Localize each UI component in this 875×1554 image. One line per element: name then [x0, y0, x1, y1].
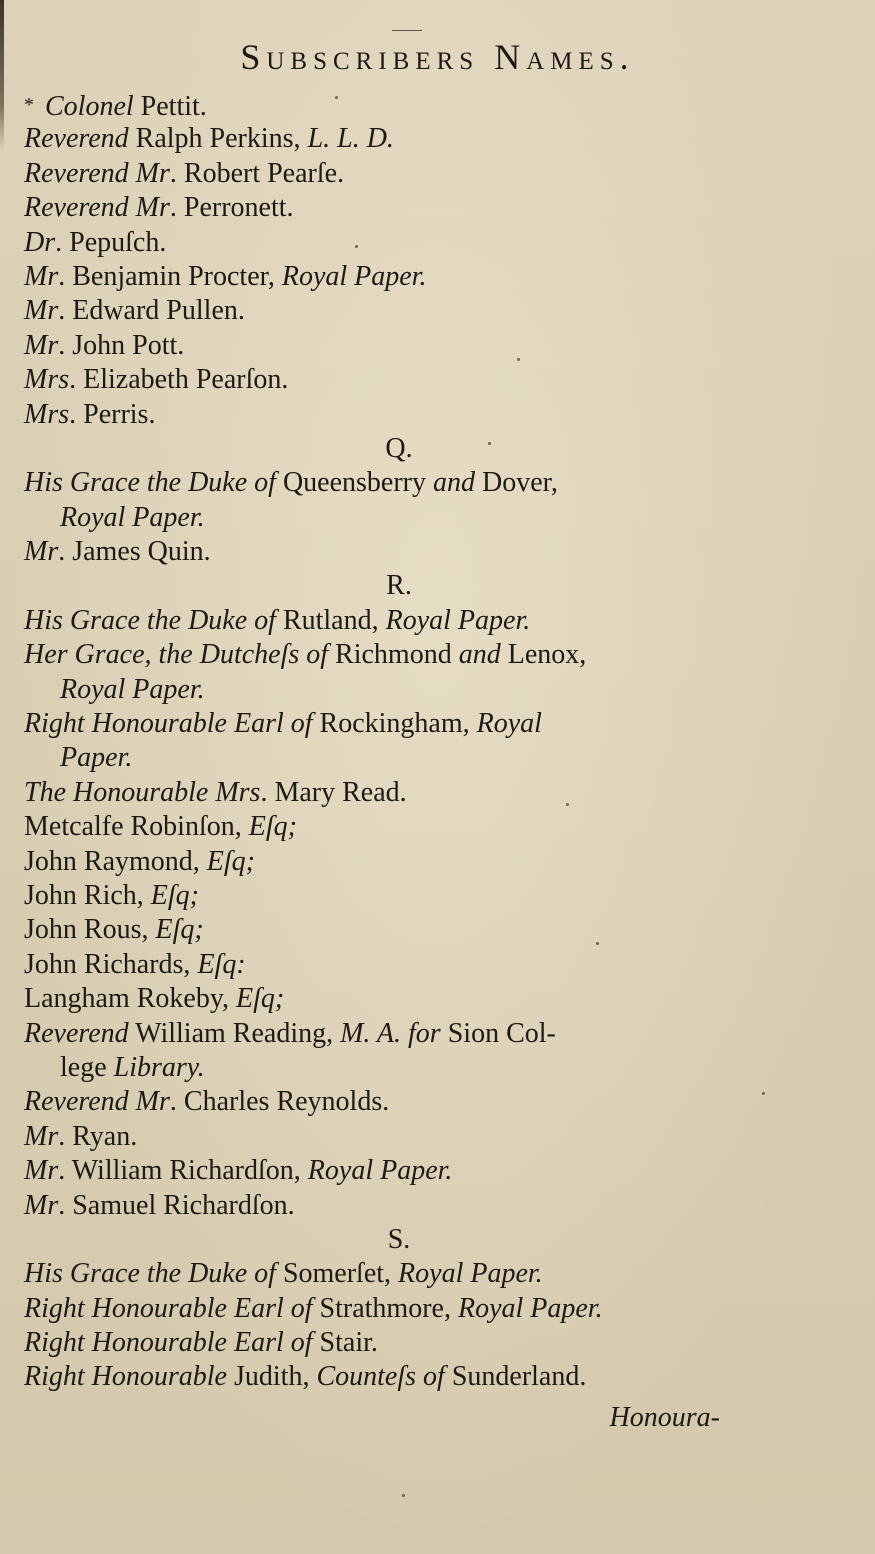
roman-text: Rutland, — [275, 604, 386, 636]
subscriber-entry — [24, 638, 724, 672]
paper-speck — [762, 1092, 765, 1095]
italic-text: His Grace the Duke of — [24, 1258, 276, 1290]
italic-text: M. A. for — [340, 1017, 441, 1049]
subscriber-entry — [24, 1189, 724, 1223]
italic-text: Royal Paper. — [60, 673, 205, 705]
entry-continuation — [24, 741, 724, 775]
roman-text: John Rous, — [24, 914, 156, 946]
roman-text: Rockingham, — [312, 708, 477, 740]
roman-text: . Benjamin Procter, — [58, 260, 282, 292]
entry-continuation — [24, 501, 724, 535]
subscriber-entry — [24, 1085, 724, 1119]
italic-text: and — [433, 467, 475, 499]
italic-text: Royal Paper. — [281, 260, 427, 292]
italic-text: Reverend Mr — [24, 192, 170, 224]
entry-continuation — [24, 1051, 724, 1085]
italic-text: Eſq; — [248, 811, 297, 843]
roman-text: Ralph Perkins, — [128, 123, 308, 155]
italic-text: Royal Paper. — [385, 604, 531, 636]
italic-text: Royal Paper. — [307, 1155, 453, 1187]
roman-text: Metcalfe Robinſon, — [24, 811, 249, 843]
subscriber-entry — [24, 1120, 724, 1154]
subscriber-entry — [24, 466, 724, 500]
italic-text: Eſq; — [236, 983, 285, 1015]
subscriber-entry — [24, 1292, 724, 1326]
italic-text: The Honourable Mrs — [24, 776, 261, 808]
roman-text: . William Richardſon, — [58, 1155, 308, 1187]
italic-text: Royal Paper. — [60, 501, 205, 533]
subscriber-entry — [24, 191, 724, 225]
paper-speck — [335, 96, 338, 99]
roman-text: . Ryan. — [58, 1120, 138, 1152]
italic-text: Dr — [24, 226, 56, 258]
roman-text: . Charles Reynolds. — [169, 1086, 390, 1118]
roman-text: Strathmore, — [312, 1292, 458, 1324]
italic-text: Eſq; — [155, 914, 204, 946]
subscriber-entry — [24, 226, 724, 260]
subscriber-entry — [24, 294, 724, 328]
italic-text: Right Honourable Earl of — [24, 708, 313, 740]
roman-text: . Pepuſch. — [55, 226, 167, 258]
italic-text: His Grace the Duke of — [24, 467, 276, 499]
italic-text: L. L. D. — [307, 123, 394, 155]
paper-speck — [596, 942, 599, 945]
paper-speck — [355, 245, 358, 248]
subscriber-entry — [24, 1360, 724, 1394]
subscriber-entry — [24, 948, 724, 982]
italic-text: Library. — [113, 1051, 205, 1083]
italic-text: Eſq: — [197, 948, 246, 980]
italic-text: Mr — [24, 329, 59, 361]
italic-text: Mr — [24, 1120, 59, 1152]
subscriber-entry — [24, 329, 724, 363]
roman-text: R. — [386, 570, 412, 602]
roman-text: Queensberry — [275, 467, 433, 499]
roman-text: Q. — [385, 432, 413, 464]
italic-text: Royal Paper. — [457, 1292, 603, 1324]
section-letter — [24, 1223, 724, 1257]
paper-speck — [402, 1494, 405, 1497]
italic-text: and — [458, 639, 501, 671]
roman-text: Somerſet, — [275, 1258, 399, 1290]
italic-text: Mr — [24, 260, 59, 292]
running-header: Subscribers Names. — [240, 37, 635, 77]
roman-text: . Samuel Richardſon. — [58, 1189, 295, 1221]
italic-text: Right Honourable Earl of — [24, 1327, 313, 1359]
roman-text: John Raymond, — [24, 845, 207, 877]
italic-text: Mrs — [24, 398, 70, 430]
italic-text: Mr — [24, 1189, 59, 1221]
italic-text: Her Grace, the Dutcheſs of — [24, 639, 329, 671]
italic-text: Mr — [24, 1155, 59, 1187]
subscriber-entry — [24, 1017, 724, 1051]
roman-text: Stair. — [312, 1327, 378, 1359]
section-letter — [24, 432, 724, 466]
italic-text: Reverend — [24, 1017, 129, 1049]
italic-text: Reverend Mr — [24, 157, 170, 189]
roman-text: . James Quin. — [58, 536, 211, 568]
subscriber-entry — [24, 398, 724, 432]
subscriber-list — [24, 88, 724, 1395]
italic-text: Mrs — [24, 364, 70, 396]
italic-text: Colonel — [45, 91, 134, 122]
catchword: Honoura- — [609, 1402, 720, 1433]
subscriber-entry — [24, 88, 724, 122]
italic-text: Mr — [24, 295, 59, 327]
subscriber-entry — [24, 260, 724, 294]
subscriber-entry — [24, 363, 724, 397]
subscriber-entry — [24, 879, 724, 913]
subscriber-entry — [24, 1326, 724, 1360]
subscriber-entry — [24, 810, 724, 844]
subscriber-entry — [24, 1154, 724, 1188]
roman-text: William Reading, — [128, 1017, 341, 1049]
italic-text: Right Honourable Earl of — [24, 1292, 313, 1324]
paper-speck — [488, 442, 491, 445]
roman-text: . Perronett. — [169, 192, 294, 224]
subscriber-entry — [24, 982, 724, 1016]
roman-text: Lenox, — [500, 639, 587, 671]
roman-text: . Robert Pearſe. — [169, 157, 345, 189]
italic-text: Paper. — [60, 742, 133, 774]
roman-text: Pettit. — [133, 91, 207, 122]
subscriber-entry — [24, 535, 724, 569]
roman-text: S. — [387, 1223, 411, 1255]
roman-text: . Elizabeth Pearſon. — [69, 364, 289, 396]
roman-text: . Edward Pullen. — [58, 295, 245, 327]
italic-text: Royal — [476, 708, 542, 740]
roman-text: Sion Col- — [440, 1017, 556, 1049]
subscriber-entry — [24, 707, 724, 741]
subscriber-entry — [24, 845, 724, 879]
subscriber-entry — [24, 776, 724, 810]
subscriber-entry — [24, 157, 724, 191]
italic-text: Eſq; — [150, 879, 199, 911]
italic-text: Royal Paper. — [398, 1258, 543, 1290]
entry-continuation — [24, 673, 724, 707]
italic-text: Reverend — [24, 123, 129, 155]
subscriber-entry — [24, 1257, 724, 1291]
roman-text: Sunderland. — [444, 1361, 587, 1393]
italic-text: Right Honourable — [24, 1361, 227, 1393]
italic-text: Reverend Mr — [24, 1086, 170, 1118]
subscriber-entry — [24, 913, 724, 947]
paper-speck — [517, 358, 520, 361]
paper-speck — [566, 803, 569, 806]
roman-text: Richmond — [328, 639, 459, 671]
roman-text: lege — [60, 1051, 114, 1083]
subscriber-entry — [24, 604, 724, 638]
roman-text: Judith, — [227, 1361, 317, 1393]
italic-text: Mr — [24, 536, 59, 568]
roman-text: Langham Rokeby, — [24, 983, 237, 1015]
asterisk-mark: * — [24, 94, 39, 116]
header-rule — [392, 30, 422, 31]
section-letter — [24, 569, 724, 603]
italic-text: Eſq; — [206, 845, 255, 877]
roman-text: John Rich, — [24, 879, 151, 911]
roman-text: John Richards, — [24, 948, 198, 980]
roman-text: Dover, — [475, 467, 558, 499]
roman-text: . Mary Read. — [260, 776, 407, 808]
italic-text: His Grace the Duke of — [24, 604, 276, 636]
roman-text: . Perris. — [69, 398, 156, 430]
roman-text: . John Pott. — [58, 329, 185, 361]
italic-text: Counteſs of — [316, 1361, 445, 1393]
subscriber-entry — [24, 122, 724, 156]
